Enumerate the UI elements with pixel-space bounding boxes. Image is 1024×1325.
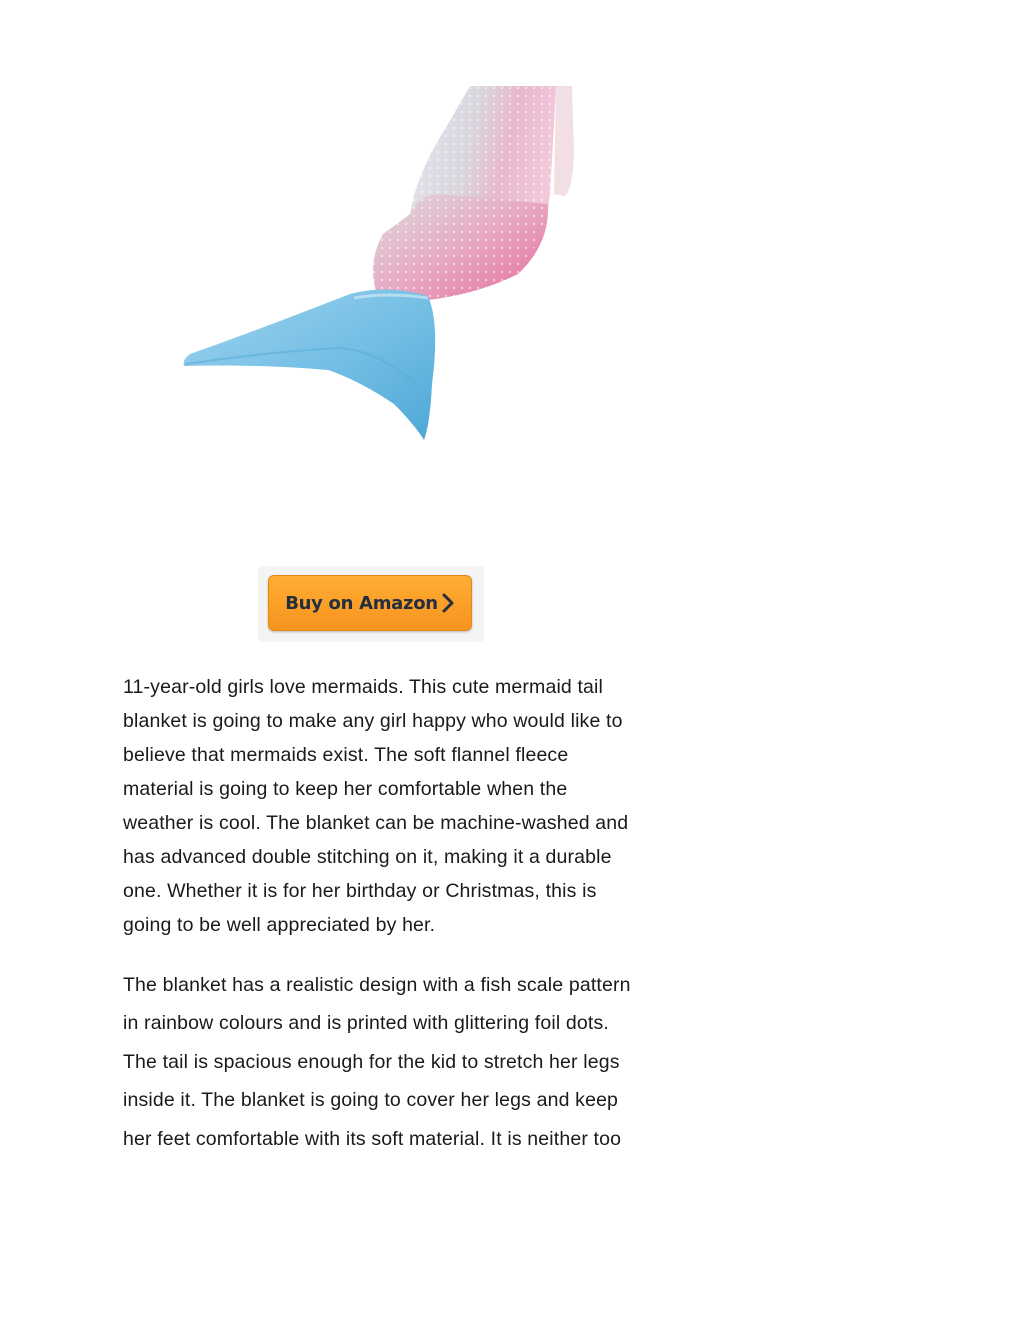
article-paragraph: 11-year-old girls love mermaids. This cute mermaid tail blanket is going to make any girl happy who would like to believe that mermaids exist. The soft flannel fleece material is going to keep her comfortable when the weather is cool. The blanket can be machine-washed and has advanced double stitching on it, making it a durable one. Whether it is for her birthday or Christmas, this is going to be well appreciated by her.	[123, 676, 629, 936]
buy-on-amazon-button[interactable]	[268, 575, 472, 631]
mermaid-tail-blanket-image	[178, 84, 578, 444]
chevron-right-icon	[441, 593, 455, 613]
buy-button-container	[258, 566, 484, 642]
buy-button-label: Buy on Amazon	[285, 592, 438, 614]
article-body	[123, 670, 633, 1158]
article-paragraph: The blanket has a realistic design with a fish scale pattern in rainbow colours and is printed with glittering foil dots. The tail is spacious enough for the kid to stretch her legs inside it. The blanket is going to cover her legs and keep her feet comfortable with its soft material. It is neither too	[123, 974, 631, 1150]
